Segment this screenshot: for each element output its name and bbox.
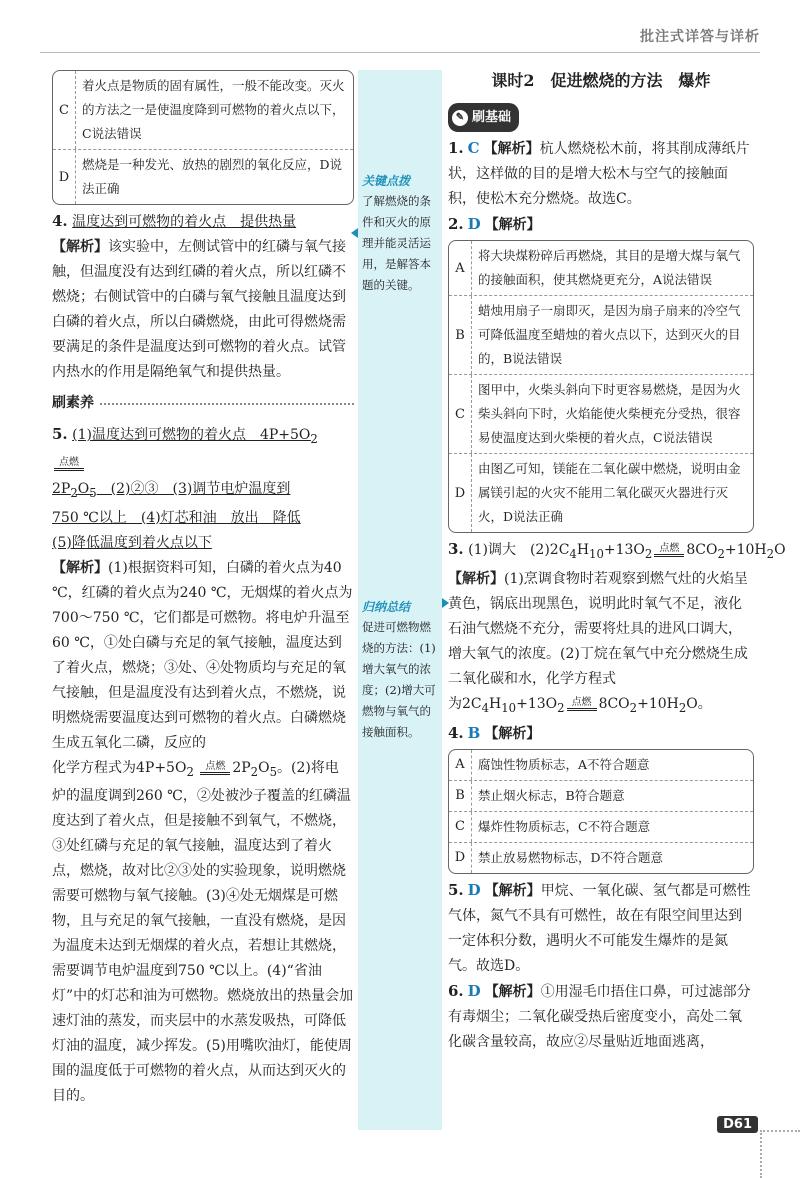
text-part: H — [489, 695, 502, 712]
subscript: 5 — [89, 485, 97, 500]
answer-line-1 — [72, 427, 318, 446]
option-text: 蜡烛用扇子一扇即灭，是因为扇子扇来的冷空气可降低温度至蜡烛的着火点以下，达到灭火的目的，B说法错误 — [478, 303, 741, 366]
note-title: 归纳总结 — [362, 600, 411, 614]
subscript: 2 — [186, 764, 194, 779]
answer-part: O — [77, 480, 90, 497]
table-row — [449, 295, 753, 374]
answer-part: O — [774, 542, 786, 558]
option-text: 将大块煤粉碎后再燃烧，其目的是增大煤与氧气的接触面积，使其燃烧更充分，A说法错误 — [478, 248, 741, 287]
option-label: D — [53, 150, 76, 204]
question-number: 5. — [52, 425, 68, 443]
table-row — [449, 374, 753, 453]
question-2 — [448, 212, 754, 238]
subscript: 4 — [569, 546, 577, 561]
analysis-5-continued: 炉的温度调到260 ℃，②处被沙子覆盖的红磷温度达到了着火点，但是接触不到氧气，不燃烧，③处红磷与充足的氧气接触，温度达到了着火点，燃烧，故对比②③处的实验现象，说明燃烧需要可燃物与氧气接触。(3)④处无烟煤是可燃物，且与充足的氧气接触，一直没有燃烧，是因为温度未达到无烟煤的着火点，若想让其燃烧，需要调节电炉温度到750 ℃以上。(4)“省油灯”中的灯芯和油为可燃物。燃烧放出的热量会加速灯油的蒸发，而夹层中的水蒸发吸热，可降低灯油的温度，减少挥发。(5)用嘴吹油灯，能使周围的温度低于可燃物的着火点，从而达到灭火的目的。 — [52, 788, 354, 1105]
subscript: 2 — [678, 700, 687, 715]
section-label: 刷素养 — [52, 395, 94, 411]
subscript: 4 — [481, 700, 490, 715]
equals-bar — [54, 468, 84, 471]
option-label: D — [449, 454, 472, 532]
subscript: 2 — [557, 700, 565, 715]
page-corner-vdots — [760, 1130, 762, 1178]
table-row — [53, 71, 353, 149]
pencil-icon: ✎ — [452, 110, 468, 126]
text-part: 8CO — [598, 695, 630, 712]
option-text: 着火点是物质的固有属性，一般不能改变。灭火的方法之一是使温度降到可燃物的着火点以下，C说法错误 — [82, 78, 345, 141]
right-column — [448, 68, 786, 1055]
table-row — [449, 780, 753, 811]
analysis-text: 甲烷、一氧化碳、氢气都是可燃性气体，氮气不具有可燃性，故在有限空间里达到一定体积分数，遇明火不可能发生爆炸的是氮气。故选D。 — [448, 882, 751, 974]
subscript: 2 — [766, 546, 775, 561]
option-text: 禁止烟火标志，B符合题意 — [478, 787, 625, 803]
question-number: 4. — [448, 723, 464, 742]
answer-part: (1)温度达到可燃物的着火点 4P+5O — [72, 427, 311, 443]
analysis-5-equation — [52, 756, 354, 785]
option-text: 腐蚀性物质标志，A不符合题意 — [478, 756, 650, 772]
equals-bar — [200, 772, 230, 775]
text-part: 。(2)将电 — [276, 759, 339, 776]
question-number: 5. — [448, 880, 464, 899]
analysis-text: ①用湿毛巾捂住口鼻，可过滤部分有毒烟尘；二氧化碳受热后密度变小，高处二氧化碳含量较高，故应②尽量贴近地面逃离， — [448, 983, 751, 1050]
analysis-4 — [52, 235, 354, 385]
equals-bar — [654, 554, 684, 557]
analysis-tag: 【解析】 — [484, 882, 541, 899]
reaction-condition — [567, 697, 597, 711]
option-label: C — [449, 375, 472, 453]
question-number: 2. — [448, 215, 464, 233]
question-3 — [448, 537, 786, 567]
badge-label: 刷基础 — [472, 110, 512, 125]
answer-choice: D — [467, 981, 481, 1000]
header-title: 批注式详答与详析 — [640, 29, 760, 45]
analysis-tag: 【解析】 — [483, 141, 540, 157]
analysis-text: 杭人燃烧松木前，将其削成薄纸片状，这样做的目的是增大松木与空气的接触面积，使松木充分燃烧。故选C。 — [448, 141, 750, 207]
arrow-left-icon — [351, 228, 358, 238]
question-4 — [52, 209, 354, 235]
text-part: +13O — [516, 695, 558, 712]
subscript: 2 — [310, 431, 318, 446]
option-table-top — [52, 70, 354, 205]
page-corner-dots — [760, 1130, 800, 1132]
answer-choice: B — [467, 723, 481, 742]
section-heading-suyang — [52, 391, 354, 416]
section-badge — [448, 103, 519, 132]
option-label: A — [449, 241, 472, 295]
question-number: 3. — [448, 540, 464, 558]
answer-line-3: 750 ℃以上 (4)灯芯和油 放出 降低 — [52, 509, 301, 526]
page-number: D61 — [717, 1116, 758, 1133]
condition-label: 点燃 — [205, 760, 226, 772]
text-part: 化学方程式为4P+5O — [52, 759, 187, 776]
subscript: 2 — [629, 700, 638, 715]
option-table-q4 — [448, 749, 754, 874]
analysis-tag: 【解析】 — [448, 570, 504, 587]
option-text: 燃烧是一种发光、放热的剧烈的氧化反应，D说法正确 — [82, 157, 343, 196]
note-title: 关键点拨 — [362, 174, 411, 188]
answer-part: 2P — [52, 480, 71, 497]
answer-part: H — [576, 542, 590, 558]
answer-line-2 — [52, 477, 354, 506]
notes-column — [358, 70, 442, 1130]
left-column — [52, 68, 354, 1109]
answer-part: 8CO — [686, 542, 718, 558]
note-text: 促进可燃物燃烧的方法：(1)增大氧气的浓度；(2)增大可燃物与氧气的接触面积。 — [362, 620, 436, 739]
option-text: 图甲中，火柴头斜向下时更容易燃烧，是因为火柴头斜向下时，火焰能使火柴梗充分受热，很容易使温度达到火柴梗的着火点，C说法错误 — [478, 382, 741, 445]
condition-label: 点燃 — [659, 543, 680, 554]
table-row — [449, 842, 753, 873]
subscript: 10 — [589, 546, 604, 561]
option-label: D — [449, 843, 472, 873]
text-part: O — [258, 759, 270, 776]
analysis-tag: 【解析】 — [484, 983, 541, 1000]
condition-label: 点燃 — [571, 696, 592, 708]
answer-choice: D — [467, 880, 481, 899]
section-dots — [100, 403, 354, 405]
text-part: +10H — [637, 695, 679, 712]
reaction-condition — [200, 761, 230, 775]
table-row — [449, 811, 753, 842]
analysis-tag: 【解析】 — [52, 559, 108, 576]
option-label: C — [449, 812, 472, 842]
option-table-q2 — [448, 240, 754, 533]
option-text: 由图乙可知，镁能在二氧化碳中燃烧，说明由金属镁引起的火灾不能用二氧化碳灭火器进行灭火，D说法正确 — [478, 461, 741, 524]
text-part: 为2C — [448, 695, 482, 712]
answer-choice: D — [467, 215, 481, 233]
answer-part: (2)②③ (3)调节电炉温度到 — [96, 480, 291, 497]
reaction-condition — [54, 457, 84, 471]
note-summary — [358, 592, 442, 743]
question-number: 1. — [448, 139, 464, 157]
question-5-right — [448, 878, 754, 979]
table-row — [449, 241, 753, 295]
question-number: 6. — [448, 981, 464, 1000]
lesson-title: 课时2 促进燃烧的方法 爆炸 — [491, 71, 711, 90]
subscript: 2 — [644, 546, 653, 561]
option-label: B — [449, 296, 472, 374]
option-label: A — [449, 750, 472, 780]
analysis-tag: 【解析】 — [484, 217, 541, 233]
option-text: 禁止放易燃物标志，D不符合题意 — [478, 849, 664, 865]
option-label: C — [53, 71, 76, 149]
subscript: 2 — [250, 764, 259, 779]
reaction-condition — [654, 543, 684, 557]
answer-text: 温度达到可燃物的着火点 提供热量 — [72, 214, 297, 230]
analysis-tag: 【解析】 — [52, 239, 108, 255]
table-row — [449, 453, 753, 532]
subscript: 2 — [717, 546, 725, 561]
answer-part: (1)调大 (2)2C — [468, 542, 570, 558]
analysis-3 — [448, 567, 754, 692]
note-text: 了解燃烧的条件和灭火的原理并能灵活运用，是解答本题的关键。 — [362, 194, 431, 292]
subscript: 10 — [501, 700, 517, 715]
note-key-point — [358, 166, 442, 296]
option-text: 爆炸性物质标志，C不符合题意 — [478, 818, 651, 834]
question-4-right — [448, 721, 754, 747]
analysis-text: (1)根据资料可知，白磷的着火点为40 ℃，红磷的着火点为240 ℃，无烟煤的着火点为700～750 ℃，它们都是可燃物。将电炉升温至60 ℃，①处白磷与充足的氧气接触，温度达到了着火点，燃烧；③处、④处物质均与充足的氧气接触，但是温度没有达到着火点，不燃烧，说明燃烧需要温度达到可燃物的着火点。白磷燃烧生成五氧化二磷，反应的 — [52, 559, 353, 751]
condition-label: 点燃 — [59, 456, 79, 468]
question-6-right — [448, 979, 754, 1055]
analysis-tag: 【解析】 — [484, 725, 541, 742]
table-row — [53, 149, 353, 204]
answer-line-4: (5)降低温度到着火点以下 — [52, 534, 212, 551]
question-1 — [448, 136, 754, 212]
answer-part: +13O — [603, 542, 645, 558]
text-part: 2P — [232, 759, 251, 776]
subscript: 2 — [70, 485, 78, 500]
question-number: 4. — [52, 212, 68, 230]
option-label: B — [449, 781, 472, 811]
header-divider — [40, 52, 760, 53]
answer-choice: C — [467, 139, 480, 157]
answer-part: +10H — [724, 542, 767, 558]
analysis-5 — [52, 556, 354, 756]
equals-bar — [567, 708, 597, 711]
question-5-answer — [52, 422, 354, 477]
analysis-text: 该实验中，左侧试管中的红磷与氧气接触，但温度没有达到红磷的着火点，所以红磷不燃烧；右侧试管中的白磷与氧气接触且温度达到白磷的着火点，所以白磷燃烧，由此可得燃烧需要满足的条件是温度达到可燃物的着火点。试管内热水的作用是隔绝氧气和提供热量。 — [52, 239, 346, 380]
table-row — [449, 750, 753, 780]
text-part: O。 — [686, 695, 712, 712]
analysis-3-equation — [448, 692, 754, 721]
subscript: 5 — [269, 764, 277, 779]
analysis-text: (1)烹调食物时若观察到燃气灶的火焰呈黄色，锅底出现黑色，说明此时氧气不足，液化石油气燃烧不充分，需要将灶具的进风口调大，增大氧气的浓度。(2)丁烷在氧气中充分燃烧生成二氧化碳和水，化学方程式 — [448, 570, 748, 687]
